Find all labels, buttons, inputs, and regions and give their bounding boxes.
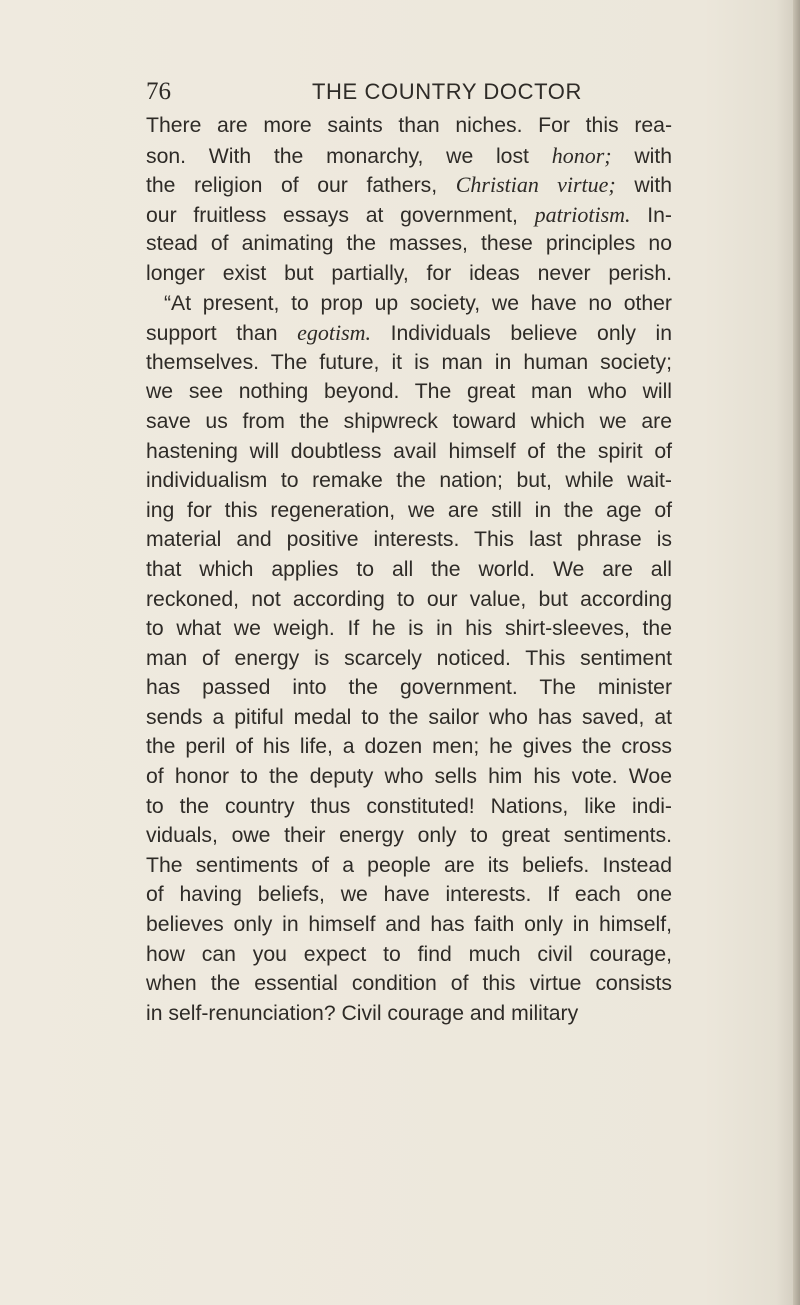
text-line	[146, 614, 672, 644]
text-run: save us from the shipwreck toward which we are	[146, 409, 672, 433]
text-line	[146, 969, 672, 999]
text-line	[146, 348, 672, 378]
text-run: with	[611, 144, 672, 168]
page-number: 76	[146, 78, 171, 105]
text-line	[146, 141, 672, 171]
text-line	[146, 644, 672, 674]
text-run: in self-renunciation? Civil courage and military	[146, 1001, 579, 1025]
page-edge-shadow	[793, 0, 800, 1305]
text-line	[146, 229, 672, 259]
text-line	[146, 703, 672, 733]
text-line	[146, 732, 672, 762]
text-line	[146, 910, 672, 940]
italic-run: egotism.	[297, 320, 372, 346]
text-run: “At present, to prop up society, we have no other	[164, 291, 672, 315]
text-line	[146, 940, 672, 970]
text-run: we see nothing beyond. The great man who will	[146, 380, 672, 404]
italic-run: honor;	[551, 142, 612, 168]
text-run: Individuals believe only in	[371, 322, 672, 346]
text-line	[146, 259, 672, 289]
text-line	[146, 111, 672, 141]
text-run: longer exist but partially, for ideas never perish.	[146, 261, 672, 285]
italic-run: patriotism.	[534, 201, 631, 227]
text-line	[146, 407, 672, 437]
text-run: In-	[630, 203, 672, 227]
text-line	[146, 525, 672, 555]
italic-run: Christian virtue;	[455, 172, 616, 198]
text-line	[146, 851, 672, 881]
text-run: support than	[146, 322, 298, 346]
text-run: how can you expect to find much civil courage,	[146, 942, 672, 966]
text-run: ing for this regeneration, we are still in the age of	[146, 498, 672, 522]
running-head: THE COUNTRY DOCTOR	[312, 79, 582, 104]
text-run: individualism to remake the nation; but, while wait-	[146, 469, 672, 493]
text-line	[146, 762, 672, 792]
text-line	[146, 318, 672, 348]
text-run: of honor to the deputy who sells him his vote. Woe	[146, 765, 672, 789]
text-line	[146, 200, 672, 230]
text-run: of having beliefs, we have interests. If each one	[146, 883, 672, 907]
text-run: the religion of our fathers,	[146, 174, 456, 198]
text-line	[146, 466, 672, 496]
text-run: with	[615, 174, 672, 198]
text-run: that which applies to all the world. We are all	[146, 557, 672, 581]
text-run: reckoned, not according to our value, but according	[146, 587, 672, 611]
page-header	[146, 76, 666, 108]
text-line	[146, 377, 672, 407]
text-run: hastening will doubtless avail himself of the spirit of	[146, 439, 672, 463]
text-run: son. With the monarchy, we lost	[146, 144, 552, 168]
text-line	[146, 555, 672, 585]
text-line	[146, 792, 672, 822]
text-line	[146, 673, 672, 703]
text-run: sends a pitiful medal to the sailor who has saved, at	[146, 705, 672, 729]
body-text	[146, 111, 672, 1028]
text-run: There are more saints than niches. For this rea-	[146, 114, 672, 137]
text-run: our fruitless essays at government,	[146, 203, 535, 227]
text-run: has passed into the government. The minister	[146, 676, 672, 700]
text-line	[146, 999, 672, 1029]
text-line	[146, 496, 672, 526]
text-line	[146, 289, 672, 319]
text-run: material and positive interests. This last phrase is	[146, 528, 672, 552]
text-run: viduals, owe their energy only to great sentiments.	[146, 824, 672, 848]
text-run: when the essential condition of this virtue consists	[146, 972, 672, 996]
text-line	[146, 585, 672, 615]
text-run: to what we weigh. If he is in his shirt-sleeves, the	[146, 617, 672, 641]
text-line	[146, 880, 672, 910]
text-line	[146, 170, 672, 200]
text-run: The sentiments of a people are its beliefs. Instead	[146, 853, 672, 877]
text-run: stead of animating the masses, these principles no	[146, 232, 672, 256]
text-run: to the country thus constituted! Nations, like indi-	[146, 794, 672, 818]
text-run: the peril of his life, a dozen men; he gives the cross	[146, 735, 672, 759]
text-line	[146, 437, 672, 467]
text-run: man of energy is scarcely noticed. This sentiment	[146, 646, 672, 670]
text-run: believes only in himself and has faith only in himself,	[146, 913, 672, 937]
text-run: themselves. The future, it is man in human society;	[146, 350, 672, 374]
text-line	[146, 821, 672, 851]
